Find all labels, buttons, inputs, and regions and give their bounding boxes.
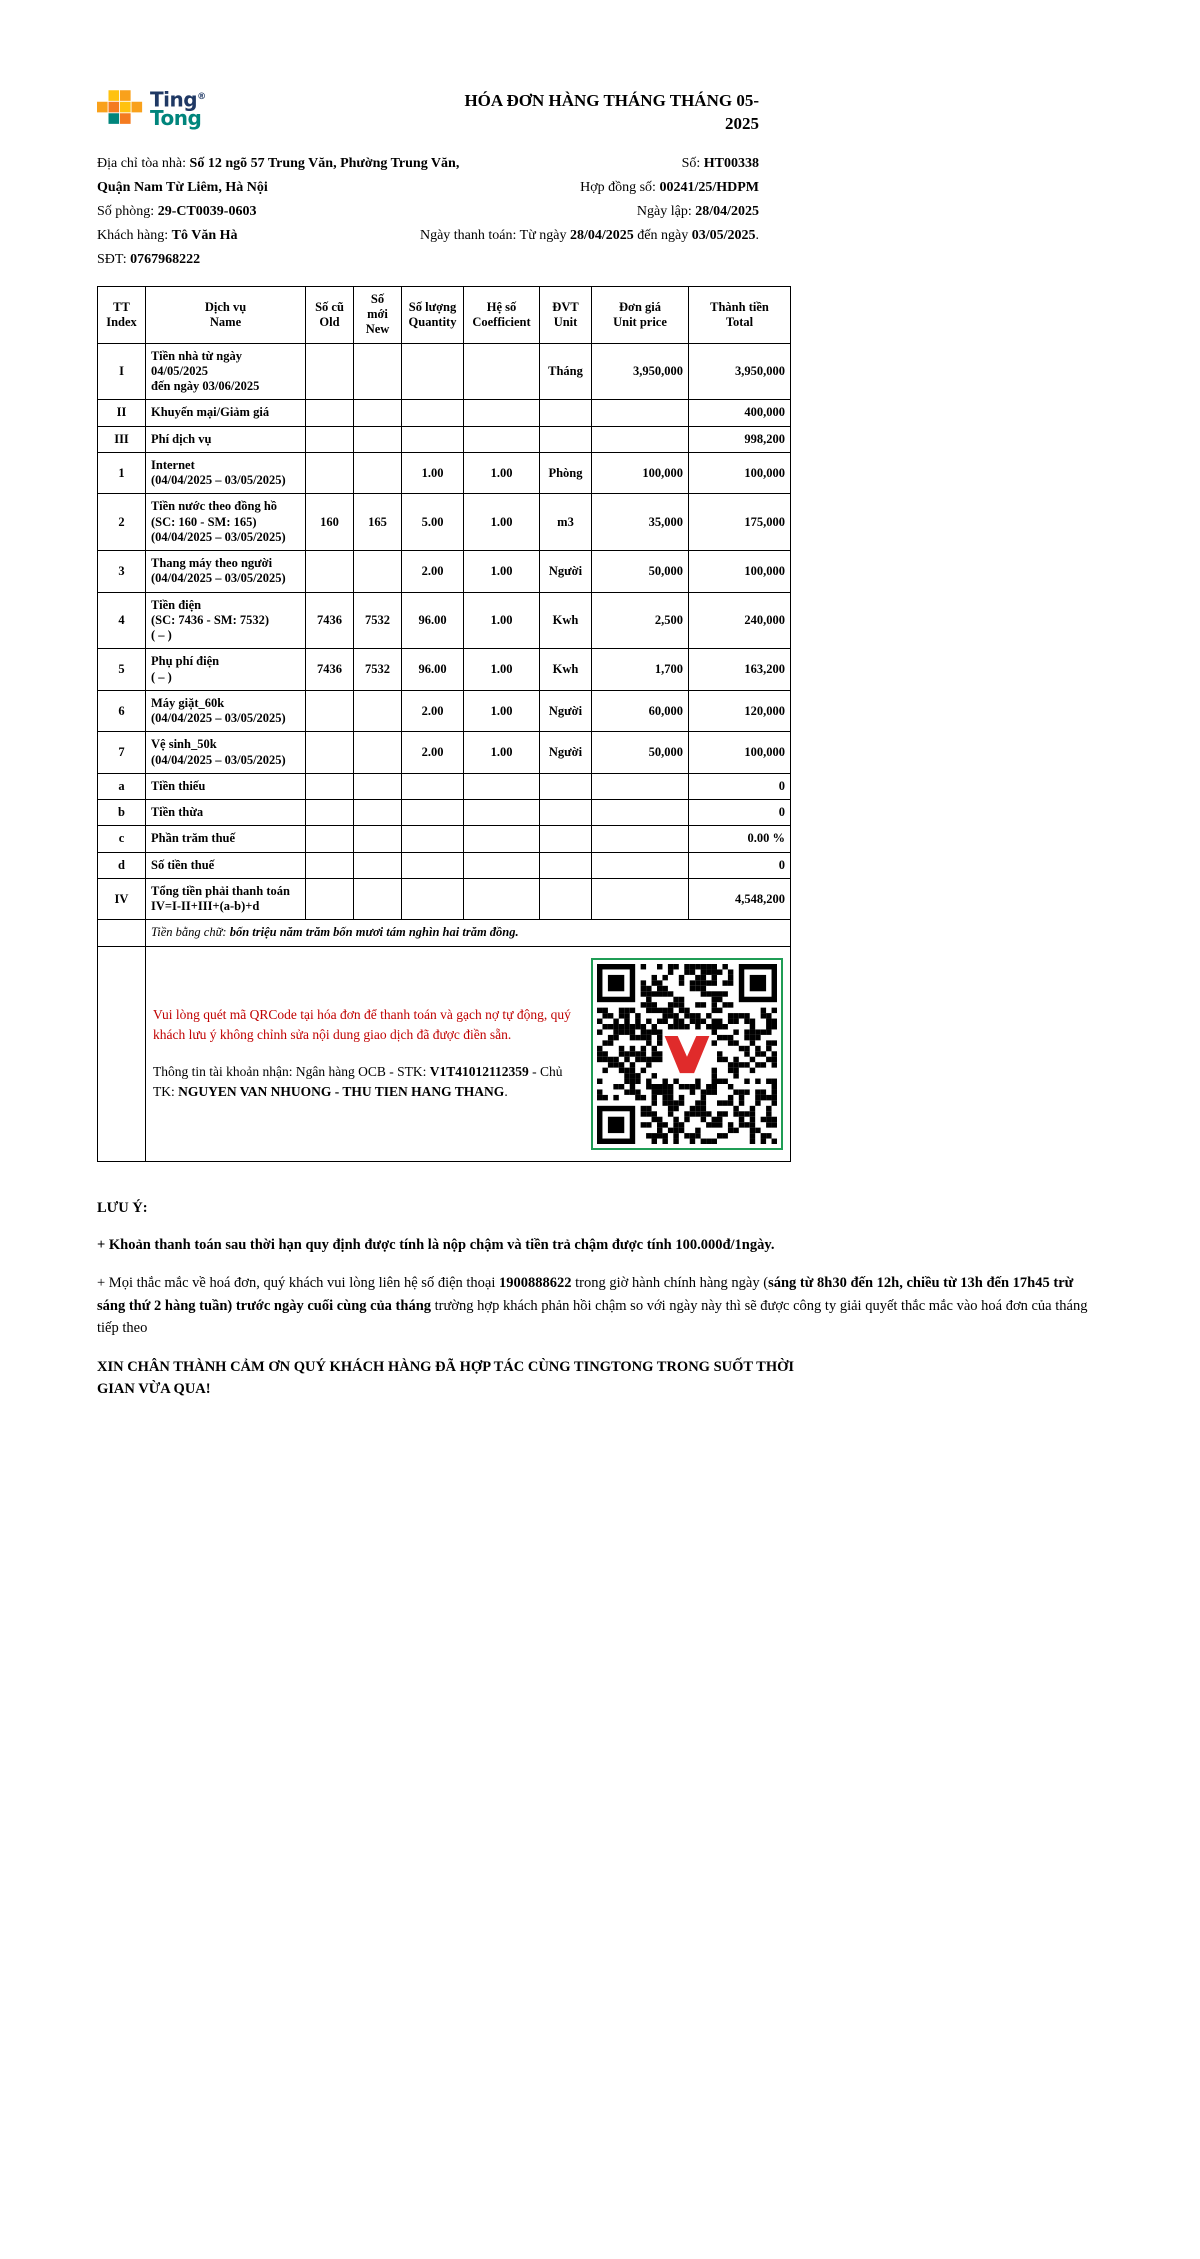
cell-total: 400,000 [689, 400, 791, 426]
cell-total: 240,000 [689, 592, 791, 649]
table-row [98, 878, 791, 920]
logo-word-ting: Ting® [150, 87, 206, 112]
cell-index: d [98, 852, 146, 878]
cell-qty [402, 343, 464, 400]
table-row [98, 690, 791, 732]
cell-index: b [98, 800, 146, 826]
cell-name: Phí dịch vụ [146, 426, 306, 452]
table-row [98, 826, 791, 852]
cell-name: Tiền thiếu [146, 773, 306, 799]
cell-price [592, 773, 689, 799]
cell-unit: m3 [540, 494, 592, 551]
cell-qty [402, 826, 464, 852]
cell-price [592, 800, 689, 826]
building-address-line2: Quận Nam Từ Liêm, Hà Nội [97, 179, 268, 195]
contract-number: Hợp đồng số: 00241/25/HDPM [580, 179, 759, 195]
cell-name: Số tiền thuế [146, 852, 306, 878]
cell-price [592, 400, 689, 426]
invoice-title: HÓA ĐƠN HÀNG THÁNG THÁNG 05-2025 [464, 91, 759, 133]
cell-unit: Phòng [540, 452, 592, 494]
footer-notes [97, 1200, 1103, 1401]
cell-qty: 5.00 [402, 494, 464, 551]
cell-price [592, 852, 689, 878]
cell-price [592, 426, 689, 452]
header [97, 88, 759, 136]
cell-index: III [98, 426, 146, 452]
table-row [98, 551, 791, 593]
cell-old [306, 732, 354, 774]
cell-index: II [98, 400, 146, 426]
col-header-coefficient: Hệ số Coefficient [464, 286, 540, 343]
table-row [98, 800, 791, 826]
cell-total: 3,950,000 [689, 343, 791, 400]
cell-unit [540, 400, 592, 426]
cell-name: Phụ phí điện ( – ) [146, 649, 306, 691]
cell-new: 7532 [354, 649, 402, 691]
cell-old: 7436 [306, 649, 354, 691]
invoice-info [97, 152, 759, 272]
qr-texts [153, 1005, 577, 1102]
cell-price: 50,000 [592, 732, 689, 774]
tingtong-logo [97, 87, 206, 130]
cell-index: IV [98, 878, 146, 920]
cell-price: 100,000 [592, 452, 689, 494]
info-row [97, 152, 759, 176]
table-row [98, 732, 791, 774]
qr-row [98, 946, 791, 1161]
amount-in-words: Tiền bằng chữ: bốn triệu năm trăm bốn mươi tám nghìn hai trăm đồng. [146, 920, 791, 946]
cell-coef [464, 343, 540, 400]
cell-unit: Người [540, 551, 592, 593]
cell-unit [540, 426, 592, 452]
cell-unit: Kwh [540, 592, 592, 649]
cell-name: Tiền nước theo đồng hồ (SC: 160 - SM: 165) (04/04/2025 – 03/05/2025) [146, 494, 306, 551]
cell-index: 5 [98, 649, 146, 691]
cell-price: 35,000 [592, 494, 689, 551]
cell-old [306, 878, 354, 920]
cell-unit [540, 773, 592, 799]
invoice-table-body [98, 343, 791, 920]
cell-total: 100,000 [689, 732, 791, 774]
table-row [98, 773, 791, 799]
cell-total: 100,000 [689, 551, 791, 593]
cell-unit: Người [540, 732, 592, 774]
cell-old [306, 551, 354, 593]
cell-index: c [98, 826, 146, 852]
cell-coef [464, 426, 540, 452]
cell-qty [402, 800, 464, 826]
cell-index: a [98, 773, 146, 799]
late-payment-note: + Khoản thanh toán sau thời hạn quy định được tính là nộp chậm và tiền trả chậm được tính 100.000đ/1ngày. [97, 1236, 775, 1253]
cell-coef [464, 878, 540, 920]
cell-price: 2,500 [592, 592, 689, 649]
invoice-number: Số: HT00338 [681, 155, 759, 171]
cell-unit: Kwh [540, 649, 592, 691]
info-row [97, 224, 759, 248]
col-header-old: Số cũ Old [306, 286, 354, 343]
table-row [98, 592, 791, 649]
cell-price: 50,000 [592, 551, 689, 593]
cell-price [592, 878, 689, 920]
cell-new [354, 826, 402, 852]
cell-total: 163,200 [689, 649, 791, 691]
registered-mark: ® [197, 92, 206, 102]
cell-new: 165 [354, 494, 402, 551]
cell-coef: 1.00 [464, 592, 540, 649]
cell-old [306, 400, 354, 426]
thanks-note: XIN CHÂN THÀNH CẢM ƠN QUÝ KHÁCH HÀNG ĐÃ HỢP TÁC CÙNG TINGTONG TRONG SUỐT THỜI GIAN VỪA QUA! [97, 1358, 795, 1398]
cell-old [306, 800, 354, 826]
room-number: Số phòng: 29-CT0039-0603 [97, 203, 257, 219]
cell-new [354, 690, 402, 732]
cell-qty [402, 773, 464, 799]
col-header-unit: ĐVT Unit [540, 286, 592, 343]
table-row [98, 452, 791, 494]
cell-coef: 1.00 [464, 690, 540, 732]
cell-qty: 2.00 [402, 551, 464, 593]
cell-index: 1 [98, 452, 146, 494]
cell-index: 6 [98, 690, 146, 732]
cell-index: 7 [98, 732, 146, 774]
tingtong-logo-text [150, 87, 206, 130]
cell-name: Máy giặt_60k (04/04/2025 – 03/05/2025) [146, 690, 306, 732]
cell-index: I [98, 343, 146, 400]
cell-old [306, 426, 354, 452]
cell-new [354, 800, 402, 826]
cell-coef [464, 400, 540, 426]
cell-unit [540, 826, 592, 852]
cell-qty [402, 400, 464, 426]
qr-code-box [591, 958, 783, 1150]
cell-index: 2 [98, 494, 146, 551]
customer-name: Khách hàng: Tô Văn Hà [97, 227, 238, 243]
table-header-row [98, 286, 791, 343]
cell-qty [402, 426, 464, 452]
building-address: Địa chỉ tòa nhà: Số 12 ngõ 57 Trung Văn, Phường Trung Văn, [97, 155, 460, 171]
cell-qty: 1.00 [402, 452, 464, 494]
col-header-index: TT Index [98, 286, 146, 343]
qr-code [597, 964, 777, 1144]
contact-note: + Mọi thắc mắc về hoá đơn, quý khách vui lòng liên hệ số điện thoại 1900888622 trong giờ hành chính hàng ngày (sáng từ 8h30 đến 12h, chiều từ 13h đến 17h45 trừ sáng thứ 2 hàng tuần) trước ngày cuối cùng của tháng trường hợp khách phản hồi chậm so với ngày này thì sẽ được công ty giải quyết thắc mắc vào hoá đơn của tháng tiếp theo [97, 1275, 1088, 1337]
info-row [97, 176, 759, 200]
cell-total: 998,200 [689, 426, 791, 452]
cell-old [306, 852, 354, 878]
cell-old [306, 826, 354, 852]
cell-coef: 1.00 [464, 494, 540, 551]
cell-coef [464, 800, 540, 826]
cell-unit [540, 800, 592, 826]
cell-total: 0.00 % [689, 826, 791, 852]
cell-name: Khuyến mại/Giảm giá [146, 400, 306, 426]
logo-word-tong: Tong [150, 105, 202, 130]
cell-new [354, 852, 402, 878]
cell-old [306, 690, 354, 732]
cell-name: Internet (04/04/2025 – 03/05/2025) [146, 452, 306, 494]
cell-total: 120,000 [689, 690, 791, 732]
tingtong-logo-icon [97, 90, 143, 125]
table-row [98, 400, 791, 426]
cell-new [354, 400, 402, 426]
cell-unit [540, 878, 592, 920]
cell-old [306, 773, 354, 799]
info-row [97, 200, 759, 224]
cell-old [306, 343, 354, 400]
cell-new [354, 551, 402, 593]
col-header-new: Số mới New [354, 286, 402, 343]
notes-heading: LƯU Ý: [97, 1199, 148, 1216]
cell-unit: Người [540, 690, 592, 732]
cell-name: Tiền điện (SC: 7436 - SM: 7532) ( – ) [146, 592, 306, 649]
invoice-table [97, 286, 791, 1162]
payment-date-range: Ngày thanh toán: Từ ngày 28/04/2025 đến ngày 03/05/2025. [419, 227, 759, 243]
cell-total: 0 [689, 773, 791, 799]
cell-price [592, 826, 689, 852]
col-header-total: Thành tiền Total [689, 286, 791, 343]
cell-new [354, 426, 402, 452]
table-row [98, 426, 791, 452]
table-row [98, 494, 791, 551]
issue-date: Ngày lập: 28/04/2025 [636, 203, 759, 219]
qr-payment-notice: Vui lòng quét mã QRCode tại hóa đơn để thanh toán và gạch nợ tự động, quý khách lưu ý không chỉnh sửa nội dung giao dịch đã được điền sẵn. [153, 1007, 571, 1043]
cell-index: 4 [98, 592, 146, 649]
cell-new [354, 343, 402, 400]
cell-coef: 1.00 [464, 649, 540, 691]
amount-in-words-row [98, 920, 791, 946]
cell-name: Vệ sinh_50k (04/04/2025 – 03/05/2025) [146, 732, 306, 774]
cell-total: 100,000 [689, 452, 791, 494]
cell-old: 7436 [306, 592, 354, 649]
col-header-name: Dịch vụ Name [146, 286, 306, 343]
table-row [98, 343, 791, 400]
col-header-unit-price: Đơn giá Unit price [592, 286, 689, 343]
cell-old [306, 452, 354, 494]
cell-total: 0 [689, 852, 791, 878]
cell-coef: 1.00 [464, 452, 540, 494]
cell-name: Tiền thừa [146, 800, 306, 826]
qr-section [151, 952, 785, 1156]
cell-coef: 1.00 [464, 551, 540, 593]
cell-qty: 96.00 [402, 649, 464, 691]
cell-old: 160 [306, 494, 354, 551]
bank-account-info: Thông tin tài khoản nhận: Ngân hàng OCB - STK: V1T41012112359 - Chủ TK: NGUYEN VAN NHUONG - THU TIEN HANG THANG. [153, 1063, 563, 1099]
cell-name: Tổng tiền phải thanh toán IV=I-II+III+(a-b)+d [146, 878, 306, 920]
cell-price: 60,000 [592, 690, 689, 732]
cell-new [354, 878, 402, 920]
cell-qty: 96.00 [402, 592, 464, 649]
table-row [98, 852, 791, 878]
col-header-quantity: Số lượng Quantity [402, 286, 464, 343]
cell-coef: 1.00 [464, 732, 540, 774]
info-row [97, 248, 759, 272]
cell-name: Thang máy theo người (04/04/2025 – 03/05/2025) [146, 551, 306, 593]
invoice-table-extra [98, 920, 791, 1161]
cell-new [354, 732, 402, 774]
table-row [98, 649, 791, 691]
cell-unit [540, 852, 592, 878]
cell-new [354, 773, 402, 799]
cell-coef [464, 773, 540, 799]
cell-coef [464, 826, 540, 852]
cell-total: 0 [689, 800, 791, 826]
cell-price: 1,700 [592, 649, 689, 691]
cell-qty: 2.00 [402, 690, 464, 732]
cell-new: 7532 [354, 592, 402, 649]
cell-coef [464, 852, 540, 878]
cell-name: Phần trăm thuế [146, 826, 306, 852]
cell-price: 3,950,000 [592, 343, 689, 400]
cell-name: Tiền nhà từ ngày 04/05/2025 đến ngày 03/06/2025 [146, 343, 306, 400]
cell-qty: 2.00 [402, 732, 464, 774]
customer-phone: SĐT: 0767968222 [97, 251, 201, 267]
cell-total: 175,000 [689, 494, 791, 551]
cell-qty [402, 852, 464, 878]
cell-index: 3 [98, 551, 146, 593]
cell-unit: Tháng [540, 343, 592, 400]
cell-new [354, 452, 402, 494]
cell-qty [402, 878, 464, 920]
cell-total: 4,548,200 [689, 878, 791, 920]
